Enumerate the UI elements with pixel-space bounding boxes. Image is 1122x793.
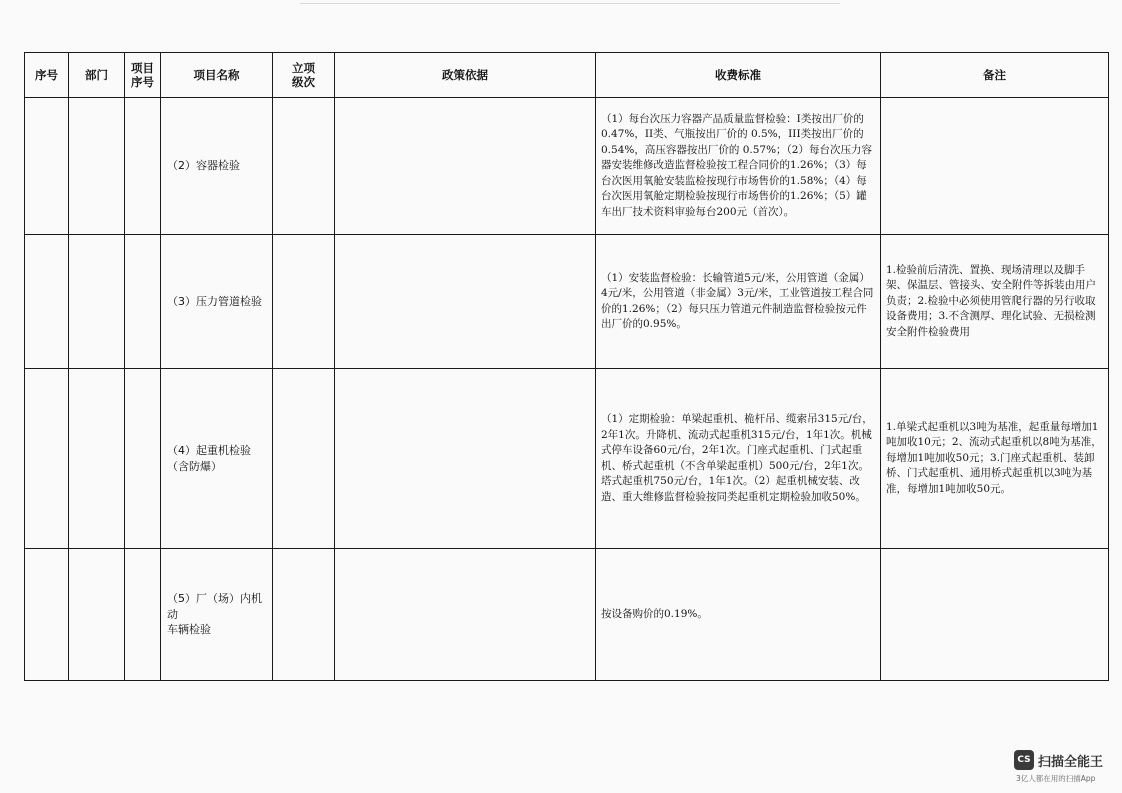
header-level-line1: 立项 <box>292 61 315 75</box>
cell-item-name <box>161 549 273 681</box>
item-name-line2: （含防爆） <box>167 459 222 473</box>
item-name-line1: （5）厂（场）内机动 <box>167 592 262 621</box>
watermark-name: 扫描全能王 <box>1038 755 1104 770</box>
cell-level <box>273 98 335 235</box>
table-row <box>25 549 1109 681</box>
header-item-name: 项目名称 <box>161 53 273 98</box>
cell-fee: （1）每台次压力容器产品质量监督检验：I类按出厂价的0.47%，II类、气瓶按出厂价的 0.5%，III类按出厂价的 0.54%，高压容器按出厂价的 0.57%；（2）每台次压力容器安装维修改造监督检验按工程合同价的1.26%；（3）每台次医用氧舱安装监检按现行市场售价的1.58%；（4）每台次医用氧舱定期检验按现行市场售价的1.26%；（5）罐车出厂技术资料审验每台200元（首次）。 <box>596 98 881 235</box>
header-note: 备注 <box>881 53 1109 98</box>
cell-level <box>273 549 335 681</box>
cell-level <box>273 235 335 369</box>
header-seq: 序号 <box>25 53 69 98</box>
header-item-seq-line1: 项目 <box>131 61 154 75</box>
cell-policy <box>335 235 596 369</box>
cell-note <box>881 98 1109 235</box>
item-name-line1: （3）压力管道检验 <box>167 294 262 308</box>
scan-page-edge <box>300 3 840 4</box>
cell-note: 1.单梁式起重机以3吨为基准，起重量每增加1吨加收10元；2、流动式起重机以8吨为基准，每增加1吨加收50元；3.门座式起重机、装卸桥、门式起重机、通用桥式起重机以3吨为基准，每增加1吨加收50元。 <box>881 369 1109 549</box>
cell-dept <box>69 369 125 549</box>
cell-item-seq <box>125 98 161 235</box>
cell-seq <box>25 369 69 549</box>
camscanner-logo-icon: CS <box>1014 750 1034 770</box>
cell-note: 1.检验前后清洗、置换、现场清理以及脚手架、保温层、管接头、安全附件等拆装由用户负责；2.检验中必须使用管爬行器的另行收取设备费用；3.不含测厚、理化试验、无损检测安全附件检验费用 <box>881 235 1109 369</box>
cell-policy <box>335 549 596 681</box>
cell-dept <box>69 549 125 681</box>
item-name-line1: （2）容器检验 <box>167 159 240 173</box>
scanner-watermark <box>1014 750 1114 786</box>
cell-seq <box>25 98 69 235</box>
table-row <box>25 235 1109 369</box>
table-row <box>25 369 1109 549</box>
item-name-line2: 车辆检验 <box>167 623 211 637</box>
cell-item-name <box>161 369 273 549</box>
cell-item-seq <box>125 549 161 681</box>
cell-item-name <box>161 98 273 235</box>
cell-note <box>881 549 1109 681</box>
watermark-tagline: 3亿人都在用的扫描App <box>1016 774 1096 783</box>
cell-policy <box>335 369 596 549</box>
cell-item-name <box>161 235 273 369</box>
fee-standard-table <box>24 52 1109 681</box>
header-dept: 部门 <box>69 53 125 98</box>
header-fee: 收费标准 <box>596 53 881 98</box>
cell-fee: （1）安装监督检验：长输管道5元/米，公用管道（金属）4元/米，公用管道（非金属）3元/米，工业管道按工程合同价的1.26%；（2）每只压力管道元件制造监督检验按元件出厂价的0.95%。 <box>596 235 881 369</box>
cell-fee: （1）定期检验：单梁起重机、桅杆吊、缆索吊315元/台，2年1次。升降机、流动式起重机315元/台，1年1次。机械式停车设备60元/台，2年1次。门座式起重机、门式起重机、桥式起重机（不含单梁起重机）500元/台，2年1次。塔式起重机750元/台，1年1次。（2）起重机械安装、改造、重大维修监督检验按同类起重机定期检验加收50%。 <box>596 369 881 549</box>
cell-item-seq <box>125 369 161 549</box>
cell-policy <box>335 98 596 235</box>
header-level-line2: 级次 <box>292 75 315 89</box>
cell-seq <box>25 549 69 681</box>
item-name-line1: （4）起重机检验 <box>167 444 251 457</box>
table-header-row <box>25 53 1109 98</box>
header-policy: 政策依据 <box>335 53 596 98</box>
cell-dept <box>69 98 125 235</box>
cell-dept <box>69 235 125 369</box>
cell-level <box>273 369 335 549</box>
cell-fee: 按设备购价的0.19%。 <box>596 549 881 681</box>
header-level <box>273 53 335 98</box>
table-row <box>25 98 1109 235</box>
header-item-seq <box>125 53 161 98</box>
header-item-seq-line2: 序号 <box>131 75 154 89</box>
cell-item-seq <box>125 235 161 369</box>
cell-seq <box>25 235 69 369</box>
